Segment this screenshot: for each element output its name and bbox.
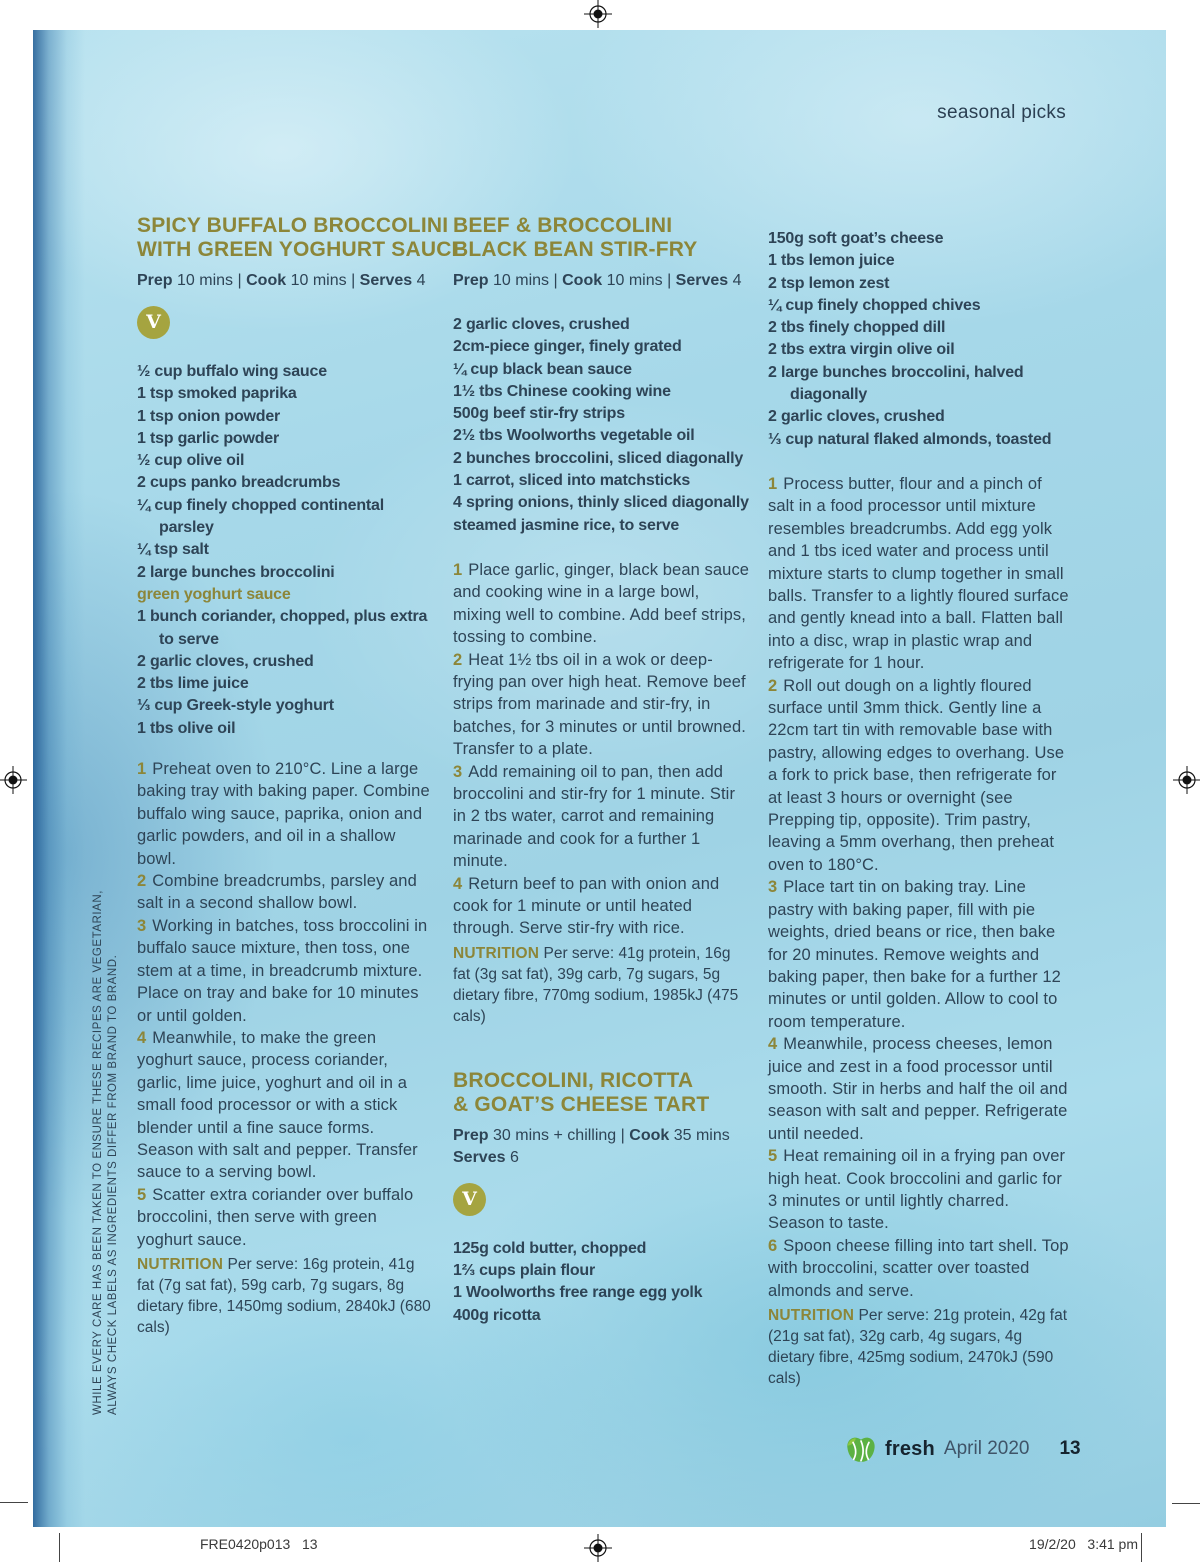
ingredient: 500g beef stir-fry strips [453, 405, 625, 423]
cook-label: Cook [562, 272, 603, 289]
method-step [137, 870, 435, 915]
step-number: 1 [453, 560, 463, 579]
meta-separator: | [237, 272, 242, 289]
method-step [768, 1033, 1070, 1145]
step-number: 4 [768, 1035, 778, 1054]
column-3 [768, 214, 1070, 1389]
step-number: 4 [137, 1028, 147, 1047]
ingredient: 1 carrot, sliced into matchsticks [453, 472, 691, 490]
step-number: 2 [768, 676, 778, 695]
ingredient: ¼ cup finely chopped chives [768, 296, 981, 314]
serves-value: 4 [416, 272, 426, 289]
ingredient: 2 large bunches broccolini [137, 563, 335, 581]
prep-value: 30 mins + chilling [493, 1126, 617, 1144]
method-step [137, 1027, 435, 1184]
registration-mark-top [584, 0, 612, 28]
ingredient: 2 garlic cloves, crushed [768, 408, 945, 426]
ingredient: 2 tbs extra virgin olive oil [768, 341, 955, 359]
page-number: 13 [1059, 1438, 1081, 1459]
method-step [453, 873, 750, 940]
serves-value: 6 [509, 1148, 519, 1166]
step-number: 2 [453, 650, 463, 669]
ingredient: ¼ tsp salt [137, 541, 209, 559]
recipe3-ingredient-list-part1 [453, 1238, 750, 1327]
ingredient: steamed jasmine rice, to serve [453, 516, 680, 534]
ingredient: 1 bunch coriander, chopped, plus extra to serve [137, 608, 428, 648]
crop-mark [0, 1502, 28, 1503]
meta-separator: | [553, 272, 558, 289]
ingredient: 1 tsp onion powder [137, 407, 281, 425]
crop-mark [59, 1533, 60, 1562]
ingredient: 2cm-piece ginger, finely grated [453, 338, 682, 356]
step-number: 5 [768, 1147, 778, 1166]
prep-value: 10 mins [177, 272, 234, 289]
prep-value: 10 mins [493, 272, 550, 289]
meta-separator: | [620, 1126, 625, 1144]
ingredient: 1⅔ cups plain flour [453, 1262, 596, 1280]
ingredient: 2 cups panko breadcrumbs [137, 474, 341, 492]
recipe1-nutrition [137, 1254, 435, 1338]
disclaimer-line1: WHILE EVERY CARE HAS BEEN TAKEN TO ENSURE THESE RECIPES ARE VEGETARIAN, [92, 890, 104, 1415]
recipe3-ingredient-list-part2 [768, 228, 1070, 451]
recipe3-title-line1: BROCCOLINI, RICOTTA [453, 1068, 694, 1092]
crop-mark [1141, 1533, 1142, 1562]
ingredient: 2½ tbs Woolworths vegetable oil [453, 427, 695, 445]
ingredient: 2 garlic cloves, crushed [137, 652, 314, 670]
woolworths-logo-icon [845, 1434, 877, 1464]
ingredient: 2 tbs lime juice [137, 675, 249, 693]
cook-value: 10 mins [606, 272, 663, 289]
ingredient: 2 tsp lemon zest [768, 274, 890, 292]
ingredient: 1 Woolworths free range egg yolk [453, 1284, 703, 1302]
issue-date: April 2020 [943, 1438, 1030, 1459]
step-text: Place garlic, ginger, black bean sauce and cooking wine in a large bowl, mixing well to combine. Add beef strips, tossing to combine. [453, 560, 750, 647]
recipe2-nutrition [453, 943, 750, 1027]
recipe1-ingredient-list [137, 361, 435, 740]
ingredient: ½ cup buffalo wing sauce [137, 363, 327, 380]
step-text: Spoon cheese filling into tart shell. Top with broccolini, scatter over toasted almonds and serve. [768, 1236, 1069, 1300]
step-number: 3 [137, 916, 147, 935]
magazine-name: fresh [885, 1437, 935, 1460]
ingredient: ⅓ cup Greek-style yoghurt [137, 697, 334, 715]
step-number: 2 [137, 872, 147, 891]
ingredient: 1 tsp garlic powder [137, 429, 280, 447]
magazine-page [33, 30, 1166, 1527]
step-text: Add remaining oil to pan, then add broccolini and stir-fry for 1 minute. Stir in 2 tbs water, carrot and remaining marinade and cook for a further 1 minute. [453, 762, 736, 871]
ingredient: ½ cup olive oil [137, 452, 245, 470]
serves-label: Serves [453, 1148, 506, 1166]
ingredient: ⅓ cup natural flaked almonds, toasted [768, 430, 1052, 448]
recipe2-meta [453, 270, 750, 292]
crop-mark [1172, 1503, 1200, 1504]
method-step [768, 675, 1070, 877]
method-step [453, 761, 750, 873]
cook-value: 10 mins [290, 272, 347, 289]
cook-label: Cook [246, 272, 287, 289]
page-footer [845, 1432, 1081, 1466]
method-step [137, 1184, 435, 1251]
meta-separator: | [667, 272, 672, 289]
nutrition-label: NUTRITION [453, 944, 540, 962]
recipe3-method [768, 473, 1070, 1302]
recipe2-title-line1: BEEF & BROCCOLINI [453, 214, 673, 237]
step-text: Working in batches, toss broccolini in buffalo sauce mixture, then toss, one stem at a time, in breadcrumb mixture. Place on tray and bake for 10 minutes or until golden. [137, 916, 428, 1025]
serves-label: Serves [675, 272, 729, 289]
recipe2-ingredient-list [453, 314, 750, 537]
section-label: seasonal picks [937, 102, 1066, 123]
method-step [453, 559, 750, 649]
column-1 [137, 214, 466, 1338]
disclaimer-line2: ALWAYS CHECK LABELS AS INGREDIENTS DIFFER FROM BRAND TO BRAND. [107, 954, 119, 1415]
recipe3-meta [453, 1125, 750, 1147]
recipe1-title-line1: SPICY BUFFALO BROCCOLINI [137, 214, 449, 237]
recipe3-title-line2: & GOAT’S CHEESE TART [453, 1092, 710, 1116]
nutrition-text: Per serve: 41g protein, 16g fat (3g sat fat), 39g carb, 7g sugars, 5g dietary fibre, 770mg sodium, 1985kJ (475 cals) [453, 944, 739, 1025]
cook-value: 35 mins [673, 1126, 730, 1144]
nutrition-text: Per serve: 21g protein, 42g fat (21g sat fat), 32g carb, 4g sugars, 4g dietary fibre, 425mg sodium, 2470kJ (590 cals) [768, 1307, 1068, 1387]
step-text: Heat remaining oil in a frying pan over high heat. Cook broccolini and garlic for 3 minutes or until lightly charred. Season to taste. [768, 1147, 1066, 1233]
prep-label: Prep [137, 272, 173, 289]
ingredient: 125g cold butter, chopped [453, 1239, 647, 1257]
step-number: 1 [768, 474, 778, 493]
vegetarian-disclaimer [91, 890, 121, 1415]
recipe1-method [137, 758, 435, 1251]
step-number: 4 [453, 874, 463, 893]
ingredient: ¼ cup black bean sauce [453, 360, 632, 378]
recipe1-meta [137, 270, 435, 292]
vegetarian-badge: V [137, 306, 170, 339]
step-text: Preheat oven to 210°C. Line a large baking tray with baking paper. Combine buffalo wing sauce, paprika, onion and garlic powders, and oil in a shallow bowl. [137, 760, 430, 868]
recipe3-serves [453, 1147, 750, 1169]
ingredient: 150g soft goat’s cheese [768, 230, 944, 247]
prep-label: Prep [453, 272, 489, 289]
nutrition-label: NUTRITION [137, 1255, 224, 1273]
nutrition-label: NUTRITION [768, 1307, 855, 1324]
print-slug: FRE0420p013 13 [200, 1536, 318, 1552]
step-text: Process butter, flour and a pinch of salt in a food processor until mixture resembles breadcrumbs. Add egg yolk and 1 tbs iced water and process until mixture starts to clump together in small balls. Transfer to a lightly floured surface and gently knead into a ball. Flatten ball into a disc, wrap in plastic wrap and refrigerate for 1 hour. [768, 474, 1069, 673]
step-number: 3 [453, 762, 463, 781]
nutrition-text: Per serve: 16g protein, 41g fat (7g sat fat), 59g carb, 7g sugars, 8g dietary fibre, 1450mg sodium, 2840kJ (680 cals) [137, 1255, 431, 1336]
ingredient: 4 spring onions, thinly sliced diagonally [453, 494, 749, 512]
meta-separator: | [351, 272, 356, 289]
serves-value: 4 [732, 272, 742, 289]
method-step [453, 649, 750, 761]
step-number: 5 [137, 1185, 147, 1204]
method-step [137, 758, 435, 870]
step-text: Heat 1½ tbs oil in a wok or deep-frying pan over high heat. Remove beef strips from marinade and stir-fry, in batches, for 3 minutes or until browned. Transfer to a plate. [453, 650, 746, 759]
step-text: Place tart tin on baking tray. Line pastry with baking paper, fill with pie weights, dried beans or rice, then bake for 20 minutes. Remove weights and baking paper, then bake for a further 12 minutes or until golden. Allow to cool to room temperature. [768, 878, 1061, 1031]
step-text: Return beef to pan with onion and cook for 1 minute or until heated through. Serve stir-fry with rice. [453, 874, 720, 938]
step-number: 1 [137, 760, 147, 779]
step-number: 6 [768, 1236, 778, 1255]
registration-mark-left [0, 766, 27, 794]
ingredient: 2 bunches broccolini, sliced diagonally [453, 449, 744, 467]
cook-label: Cook [629, 1126, 670, 1144]
ingredient: green yoghurt sauce [137, 585, 291, 603]
ingredient: 1½ tbs Chinese cooking wine [453, 382, 671, 400]
method-step [768, 1145, 1070, 1235]
ingredient: 400g ricotta [453, 1306, 541, 1324]
registration-mark-right [1173, 766, 1200, 794]
recipe1-title-line2: WITH GREEN YOGHURT SAUCE [137, 238, 466, 261]
ingredient: 2 tbs finely chopped dill [768, 319, 946, 337]
method-step [768, 473, 1070, 675]
ingredient: 2 large bunches broccolini, halved diagonally [768, 363, 1024, 404]
method-step [768, 1235, 1070, 1302]
step-text: Roll out dough on a lightly floured surface until 3mm thick. Gently line a 22cm tart tin with removable base with pastry, allowing edges to overhang. Use a fork to prick base, then refrigerate for at least 3 hours or overnight (see Prepping tip, opposite). Trim pastry, leaving a 5mm overhang, then preheat oven to 180°C. [768, 676, 1065, 874]
step-text: Meanwhile, process cheeses, lemon juice and zest in a food processor until smooth. Stir in herbs and half the oil and season with salt and pepper. Refrigerate until needed. [768, 1035, 1068, 1143]
registration-mark-bottom [584, 1534, 612, 1562]
ingredient: ¼ cup finely chopped continental parsley [137, 496, 384, 537]
ingredient: 1 tsp smoked paprika [137, 385, 297, 403]
ingredient: 1 tbs olive oil [137, 719, 236, 737]
recipe2-method [453, 559, 750, 940]
vegetarian-badge: V [453, 1183, 486, 1216]
prep-label: Prep [453, 1126, 489, 1144]
column-2 [453, 214, 750, 1327]
method-step [137, 915, 435, 1027]
ingredient: 2 garlic cloves, crushed [453, 316, 630, 333]
recipe2-title-line2: BLACK BEAN STIR-FRY [453, 238, 698, 261]
step-text: Meanwhile, to make the green yoghurt sauce, process coriander, garlic, lime juice, yoghurt and oil in a small food processor or with a stick blender until a fine sauce forms. Season with salt and pepper. Transfer sauce to a serving bowl. [137, 1028, 418, 1182]
step-text: Scatter extra coriander over buffalo broccolini, then serve with green yoghurt sauce. [137, 1185, 414, 1249]
step-text: Combine breadcrumbs, parsley and salt in a second shallow bowl. [137, 872, 417, 913]
step-number: 3 [768, 878, 778, 897]
method-step [768, 876, 1070, 1033]
serves-label: Serves [359, 272, 413, 289]
print-timestamp: 19/2/20 3:41 pm [1029, 1536, 1138, 1552]
ingredient: 1 tbs lemon juice [768, 252, 895, 270]
recipe3-nutrition [768, 1305, 1070, 1389]
